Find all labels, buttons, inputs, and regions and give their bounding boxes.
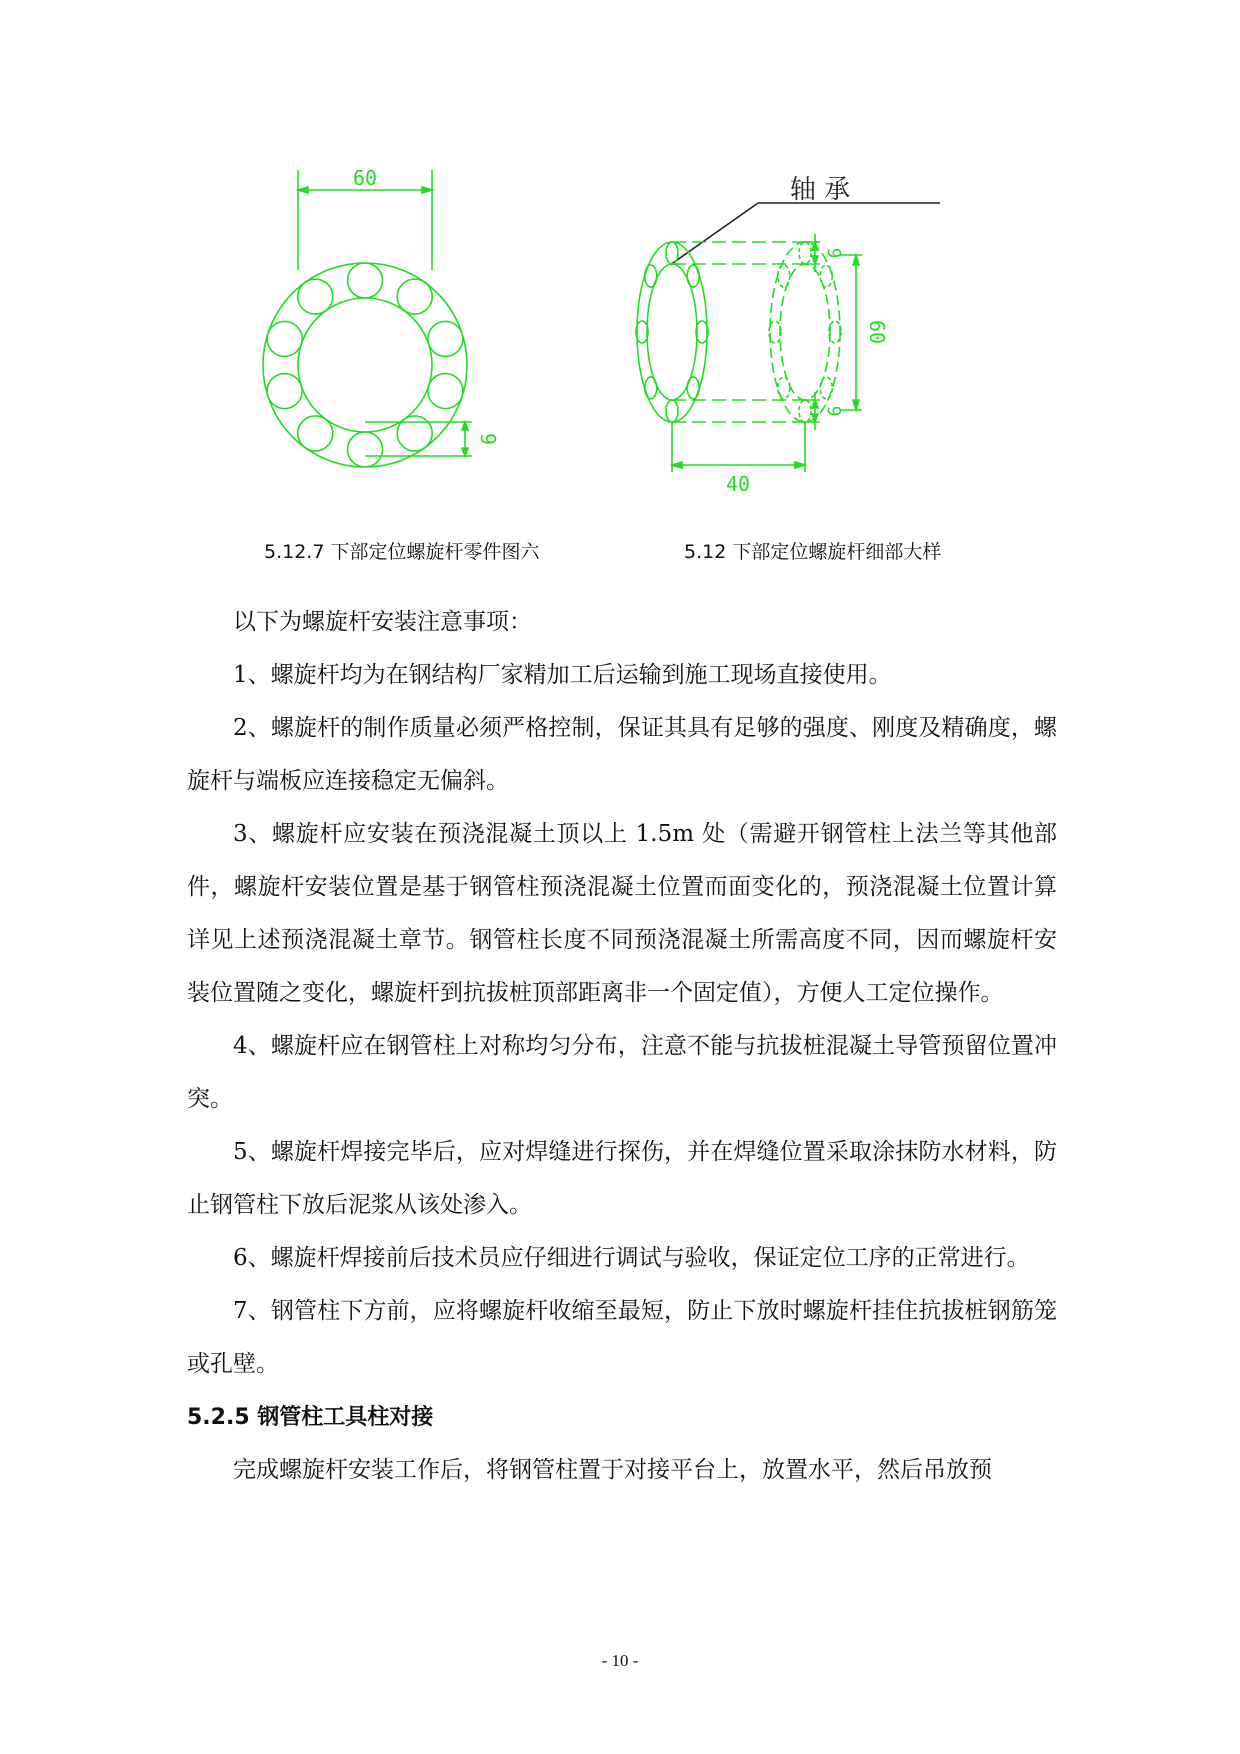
list-item: 6、螺旋杆焊接前后技术员应仔细进行调试与验收，保证定位工序的正常进行。 [233, 1245, 1030, 1271]
bearing-ball [298, 416, 333, 451]
bearing-ball [397, 416, 432, 451]
dim-ball-top-label: 9 [823, 247, 844, 259]
bearing-front-drawing [240, 160, 500, 480]
bearing-label: 轴 承 [789, 175, 851, 205]
figure-bearing-front-view [240, 160, 500, 480]
list-item: 3、螺旋杆应安装在预浇混凝土顶以上 1.5m 处（需避开钢管柱上法兰等其他部件，螺旋杆安装位置是基于钢管柱预浇混凝土位置而面变化的，预浇混凝土位置计算详见上述预浇混凝土章节。钢管柱长度不同预浇混凝土所需高度不同，因而螺旋杆安装位置随之变化，螺旋杆到抗拔桩顶部距离非一个固定值），方便人工定位操作。 [187, 821, 1057, 1006]
bearing-ball [397, 279, 432, 314]
bearing-side-drawing [630, 170, 990, 500]
bearing-ball [267, 321, 302, 356]
bearing-ball-side [666, 242, 678, 264]
list-item: 2、螺旋杆的制作质量必须严格控制，保证其具有足够的强度、刚度及精确度，螺旋杆与端板应连接稳定无偏斜。 [187, 715, 1057, 794]
section-body: 完成螺旋杆安装工作后，将钢管柱置于对接平台上，放置水平，然后吊放预 [233, 1457, 992, 1483]
bearing-ball [298, 279, 333, 314]
intro-paragraph: 以下为螺旋杆安装注意事项： [233, 609, 532, 635]
section-heading: 5.2.5 钢管柱工具柱对接 [187, 1405, 434, 1430]
figure-bearing-side-detail [630, 170, 990, 500]
bearing-ball [428, 374, 463, 409]
bearing-ball-side [799, 242, 811, 264]
bearing-ball [428, 321, 463, 356]
bearing-ball-side [799, 400, 811, 422]
dim-height-label: 60 [865, 319, 889, 345]
dim-length-label: 40 [725, 472, 751, 496]
list-item: 4、螺旋杆应在钢管柱上对称均匀分布，注意不能与抗拔桩混凝土导管预留位置冲突。 [187, 1033, 1057, 1112]
bearing-ball-side [687, 377, 699, 399]
bearing-ball-side [645, 377, 657, 399]
list-item: 1、螺旋杆均为在钢结构厂家精加工后运输到施工现场直接使用。 [233, 662, 892, 688]
body-text [187, 596, 1057, 1497]
bearing-ball [348, 263, 383, 298]
bearing-ball-side [666, 400, 678, 422]
dim-ball-bottom-label: 9 [823, 405, 844, 417]
bearing-ball-side [687, 265, 699, 287]
list-item: 7、钢管柱下方前，应将螺旋杆收缩至最短，防止下放时螺旋杆挂住抗拔桩钢筋笼或孔壁。 [187, 1298, 1057, 1377]
list-item: 5、螺旋杆焊接完毕后，应对焊缝进行探伤，并在焊缝位置采取涂抹防水材料，防止钢管柱下放后泥浆从该处渗入。 [187, 1139, 1057, 1218]
bearing-ball-side [645, 265, 657, 287]
figure-right-caption: 5.12 下部定位螺旋杆细部大样 [684, 541, 942, 563]
bearing-ball [348, 432, 383, 467]
page-number: - 10 - [601, 1651, 639, 1670]
figure-left-caption: 5.12.7 下部定位螺旋杆零件图六 [264, 541, 540, 563]
dim-width-label: 60 [352, 166, 378, 190]
bearing-ball [267, 374, 302, 409]
dim-ball-label: 9 [476, 432, 500, 446]
